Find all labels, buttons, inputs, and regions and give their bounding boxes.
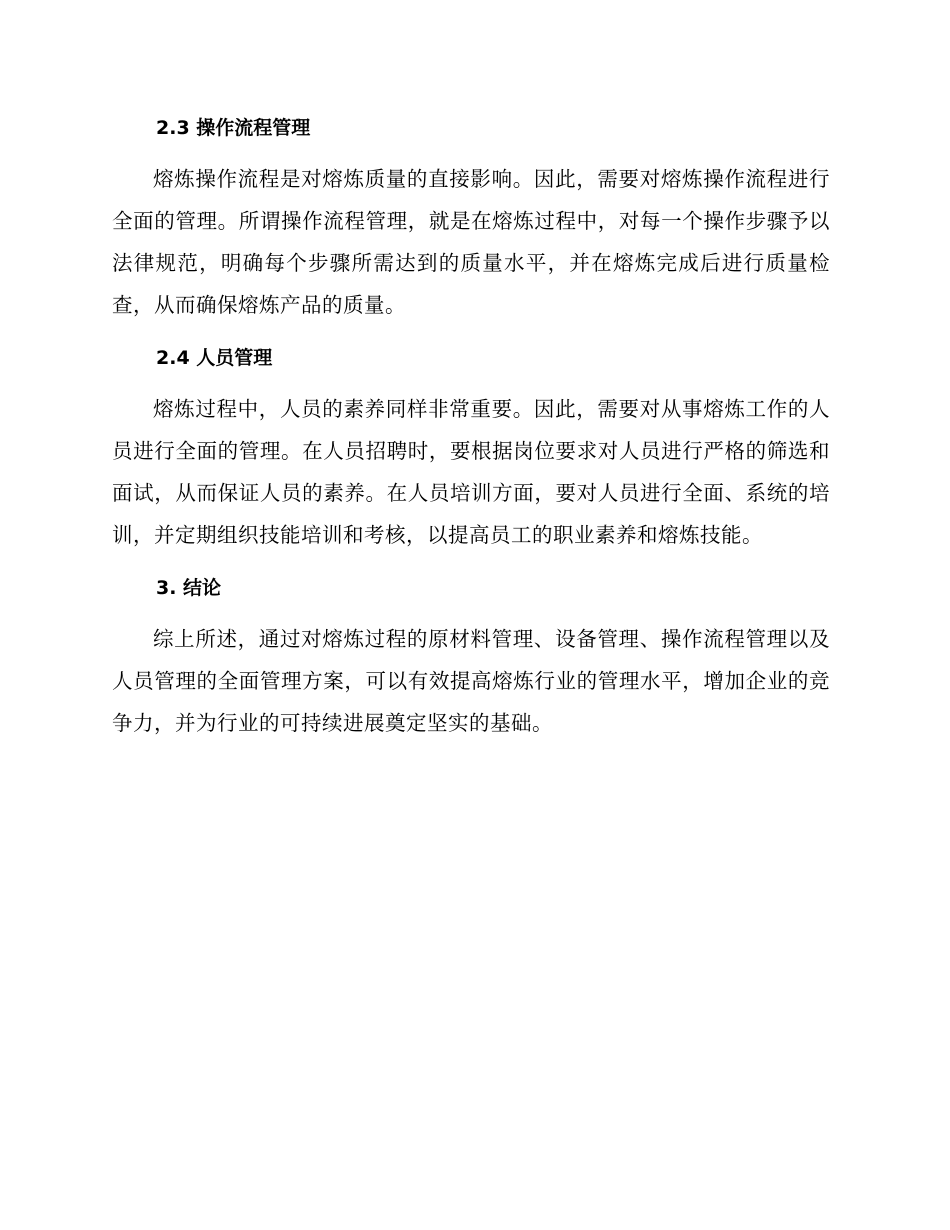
document-content xyxy=(112,110,830,758)
section-paragraph: 熔炼过程中，人员的素养同样非常重要。因此，需要对从事熔炼工作的人员进行全面的管理。在人员招聘时，要根据岗位要求对人员进行严格的筛选和面试，从而保证人员的素养。在人员培训方面，要对人员进行全面、系统的培训，并定期组织技能培训和考核，以提高员工的职业素养和熔炼技能。 xyxy=(112,397,830,547)
section-conclusion xyxy=(112,570,830,744)
section-paragraph: 综上所述，通过对熔炼过程的原材料管理、设备管理、操作流程管理以及人员管理的全面管理方案，可以有效提高熔炼行业的管理水平，增加企业的竞争力，并为行业的可持续进展奠定坚实的基础。 xyxy=(112,627,830,735)
section-personnel xyxy=(112,340,830,556)
section-heading: 2.3 操作流程管理 xyxy=(156,117,311,139)
section-paragraph: 熔炼操作流程是对熔炼质量的直接影响。因此，需要对熔炼操作流程进行全面的管理。所谓操作流程管理，就是在熔炼过程中，对每一个操作步骤予以法律规范，明确每个步骤所需达到的质量水平，并在熔炼完成后进行质量检查，从而确保熔炼产品的质量。 xyxy=(112,167,830,317)
section-heading: 3. 结论 xyxy=(156,577,222,599)
section-heading: 2.4 人员管理 xyxy=(156,347,273,369)
section-operation-process xyxy=(112,110,830,326)
